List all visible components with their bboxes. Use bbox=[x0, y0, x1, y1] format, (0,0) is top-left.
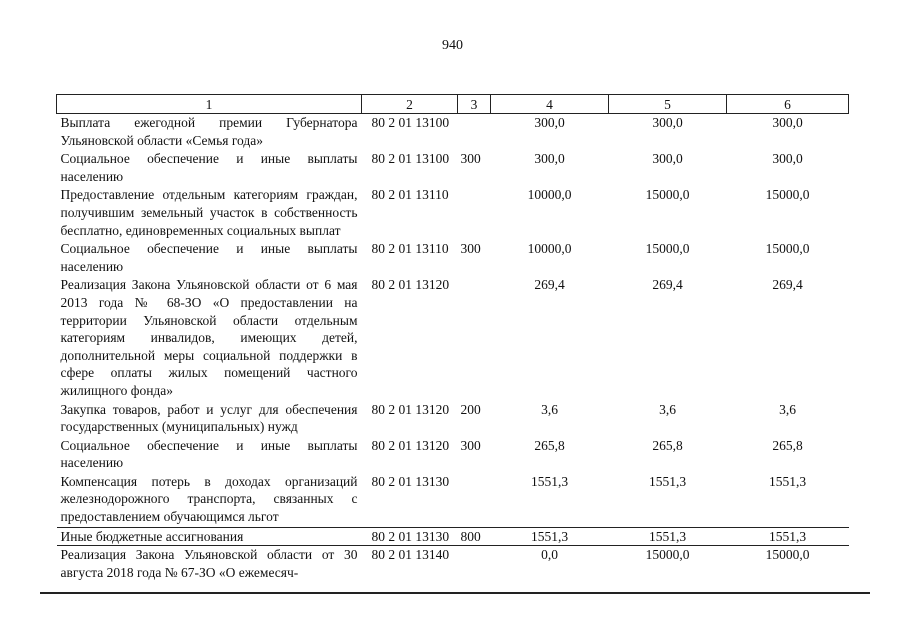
row-name: Предоставление отдельным категориям граждан, получившим земельный участок в собственность бесплатно, единовременных социальных выплат bbox=[60, 187, 358, 238]
row-kind bbox=[458, 114, 491, 151]
row-value-4: 300,0 bbox=[534, 151, 565, 167]
table-row bbox=[57, 276, 849, 400]
row-kind: 800 bbox=[458, 527, 491, 546]
row-value-5: 300,0 bbox=[652, 115, 683, 130]
row-kind: 300 bbox=[460, 437, 481, 453]
row-name: Выплата ежегодной премии Губернатора Ульяновской области «Семья года» bbox=[60, 115, 358, 148]
row-value-6: 15000,0 bbox=[727, 546, 849, 582]
table-row bbox=[57, 240, 849, 276]
row-kind bbox=[458, 186, 491, 240]
row-name: Социальное обеспечение и иные выплаты населению bbox=[60, 151, 358, 184]
header-col-6: 6 bbox=[727, 95, 849, 114]
row-value-6: 3,6 bbox=[779, 401, 796, 417]
table-row bbox=[57, 186, 849, 240]
row-kind bbox=[458, 473, 491, 527]
row-kind bbox=[458, 276, 491, 400]
header-col-5: 5 bbox=[609, 95, 727, 114]
table-row bbox=[57, 401, 849, 437]
row-value-5: 269,4 bbox=[652, 277, 683, 293]
row-value-6: 1551,3 bbox=[768, 473, 807, 489]
row-value-4: 0,0 bbox=[491, 546, 609, 582]
row-kind: 300 bbox=[460, 241, 481, 257]
row-name: Реализация Закона Ульяновской области от 6 мая 2013 года № 68-ЗО «О предоставлении на территории Ульяновской области отдельным категориям инвалидов, имеющих детей, дополнительной меры социальной поддержки в сфере оплаты жилых помещений частного жилищного фонда» bbox=[60, 277, 358, 398]
row-value-5: 15000,0 bbox=[609, 546, 727, 582]
row-kind: 200 bbox=[460, 401, 481, 417]
row-value-4: 3,6 bbox=[541, 401, 558, 417]
row-code: 80 2 01 13120 bbox=[371, 437, 450, 453]
header-col-2: 2 bbox=[362, 95, 458, 114]
table-row bbox=[57, 473, 849, 527]
header-col-3: 3 bbox=[458, 95, 491, 114]
row-value-5: 15000,0 bbox=[645, 241, 690, 257]
row-name: Социальное обеспечение и иные выплаты населению bbox=[60, 241, 358, 274]
row-value-6: 300,0 bbox=[772, 115, 803, 130]
row-code: 80 2 01 13100 bbox=[371, 115, 450, 130]
header-col-1: 1 bbox=[57, 95, 362, 114]
row-value-5: 15000,0 bbox=[645, 187, 690, 203]
row-name: Реализация Закона Ульяновской области от 30 августа 2018 года № 67-ЗО «О ежемесяч- bbox=[57, 546, 362, 582]
table-row bbox=[57, 114, 849, 151]
row-value-4: 1551,3 bbox=[530, 473, 569, 489]
row-value-6: 269,4 bbox=[772, 277, 803, 293]
row-value-5: 300,0 bbox=[652, 151, 683, 167]
row-value-6: 15000,0 bbox=[765, 187, 810, 203]
row-code: 80 2 01 13100 bbox=[371, 151, 450, 167]
row-value-5: 1551,3 bbox=[648, 473, 687, 489]
row-code: 80 2 01 13140 bbox=[362, 546, 458, 582]
row-name: Социальное обеспечение и иные выплаты населению bbox=[60, 437, 358, 471]
row-value-4: 269,4 bbox=[534, 277, 565, 293]
row-kind bbox=[458, 546, 491, 582]
row-value-5: 3,6 bbox=[659, 401, 676, 417]
row-code: 80 2 01 13110 bbox=[371, 187, 449, 203]
row-name: Компенсация потерь в доходах организаций железнодорожного транспорта, связанных с предоставлением обучающимся льгот bbox=[60, 473, 358, 525]
row-code: 80 2 01 13130 bbox=[371, 473, 450, 489]
row-value-5: 265,8 bbox=[652, 437, 683, 453]
row-kind: 300 bbox=[460, 151, 481, 167]
table-row bbox=[57, 546, 849, 582]
row-value-5: 1551,3 bbox=[609, 527, 727, 546]
row-code: 80 2 01 13120 bbox=[371, 401, 450, 417]
row-code: 80 2 01 13130 bbox=[362, 527, 458, 546]
budget-table bbox=[56, 94, 849, 581]
row-value-6: 1551,3 bbox=[727, 527, 849, 546]
row-name: Закупка товаров, работ и услуг для обеспечения государственных (муниципальных) нужд bbox=[60, 401, 358, 435]
row-value-4: 1551,3 bbox=[491, 527, 609, 546]
page-number: 940 bbox=[442, 38, 463, 53]
page-bottom-rule bbox=[40, 592, 870, 594]
row-value-6: 300,0 bbox=[772, 151, 803, 167]
table-row bbox=[57, 527, 849, 546]
table-row bbox=[57, 150, 849, 186]
row-code: 80 2 01 13110 bbox=[371, 241, 449, 257]
row-code: 80 2 01 13120 bbox=[371, 277, 450, 293]
row-value-6: 265,8 bbox=[772, 437, 803, 453]
table-row bbox=[57, 437, 849, 473]
row-value-4: 10000,0 bbox=[527, 187, 572, 203]
row-value-4: 265,8 bbox=[534, 437, 565, 453]
row-value-6: 15000,0 bbox=[765, 241, 810, 257]
header-col-4: 4 bbox=[491, 95, 609, 114]
row-value-4: 300,0 bbox=[534, 115, 565, 130]
header-row bbox=[57, 95, 849, 114]
row-value-4: 10000,0 bbox=[527, 241, 572, 257]
row-name: Иные бюджетные ассигнования bbox=[57, 527, 362, 546]
